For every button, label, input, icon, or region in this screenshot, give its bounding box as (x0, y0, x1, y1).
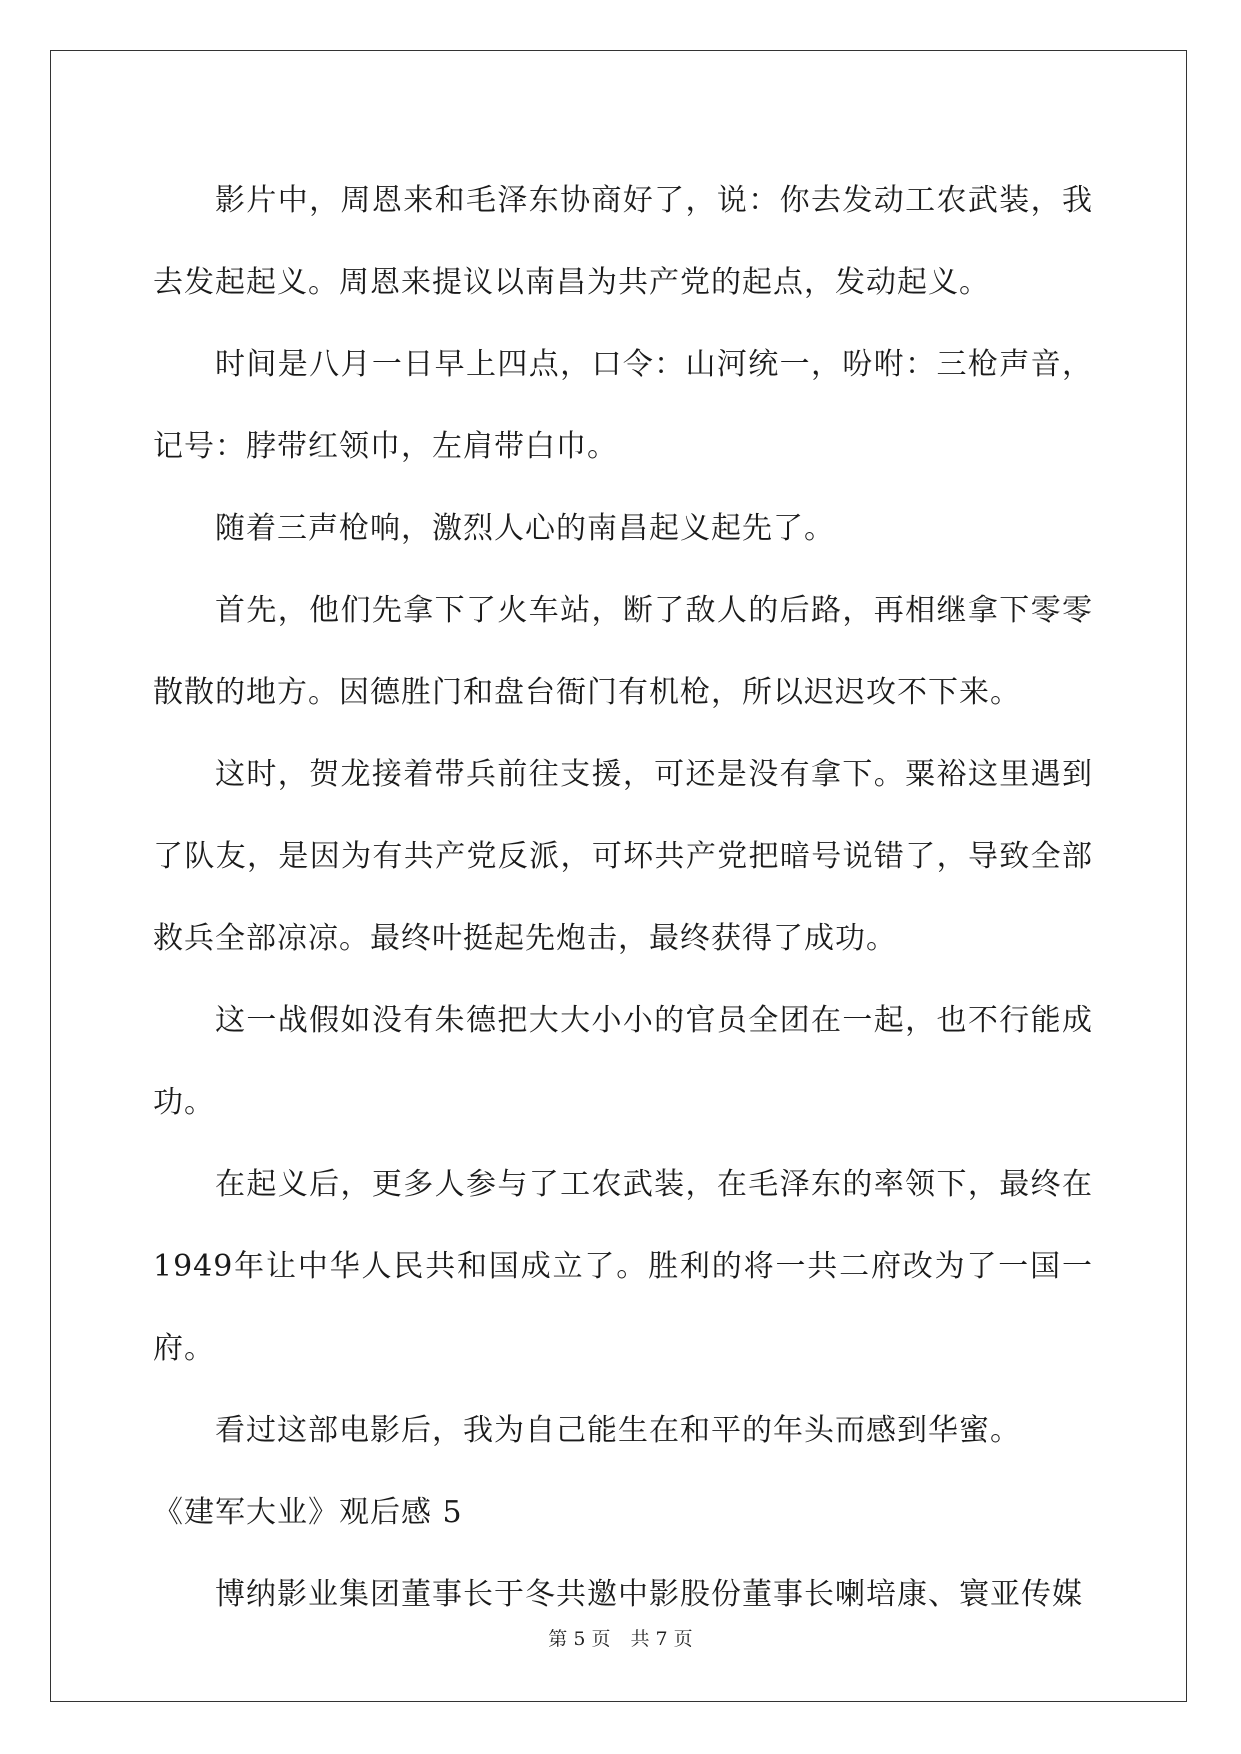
paragraph: 看过这部电影后，我为自己能生在和平的年头而感到华蜜。 (215, 1413, 1021, 1448)
paragraph: 影片中，周恩来和毛泽东协商好了，说：你去发动工农武装，我去发起起义。周恩来提议以南昌为共产党的起点，发动起义。 (153, 183, 1093, 300)
page-number-current: 第 5 页 (548, 1628, 611, 1650)
section-heading: 《建军大业》观后感 5 (153, 1495, 463, 1530)
page-footer (0, 1624, 1241, 1651)
document-body (153, 160, 1093, 1636)
paragraph: 在起义后，更多人参与了工农武装，在毛泽东的率领下，最终在1949年让中华人民共和国成立了。胜利的将一共二府改为了一国一府。 (153, 1167, 1093, 1366)
paragraph: 博纳影业集团董事长于冬共邀中影股份董事长喇培康、寰亚传媒 (215, 1577, 1083, 1612)
page-number-total: 共 7 页 (630, 1628, 693, 1650)
paragraph: 这时，贺龙接着带兵前往支援，可还是没有拿下。粟裕这里遇到了队友，是因为有共产党反派，可坏共产党把暗号说错了，导致全部救兵全部凉凉。最终叶挺起先炮击，最终获得了成功。 (153, 757, 1093, 956)
paragraph: 这一战假如没有朱德把大大小小的官员全团在一起，也不行能成功。 (153, 1003, 1093, 1120)
paragraph: 随着三声枪响，激烈人心的南昌起义起先了。 (215, 511, 835, 546)
paragraph: 时间是八月一日早上四点，口令：山河统一，吩咐：三枪声音，记号：脖带红领巾，左肩带白巾。 (153, 347, 1093, 464)
paragraph: 首先，他们先拿下了火车站，断了敌人的后路，再相继拿下零零散散的地方。因德胜门和盘台衙门有机枪，所以迟迟攻不下来。 (153, 593, 1093, 710)
